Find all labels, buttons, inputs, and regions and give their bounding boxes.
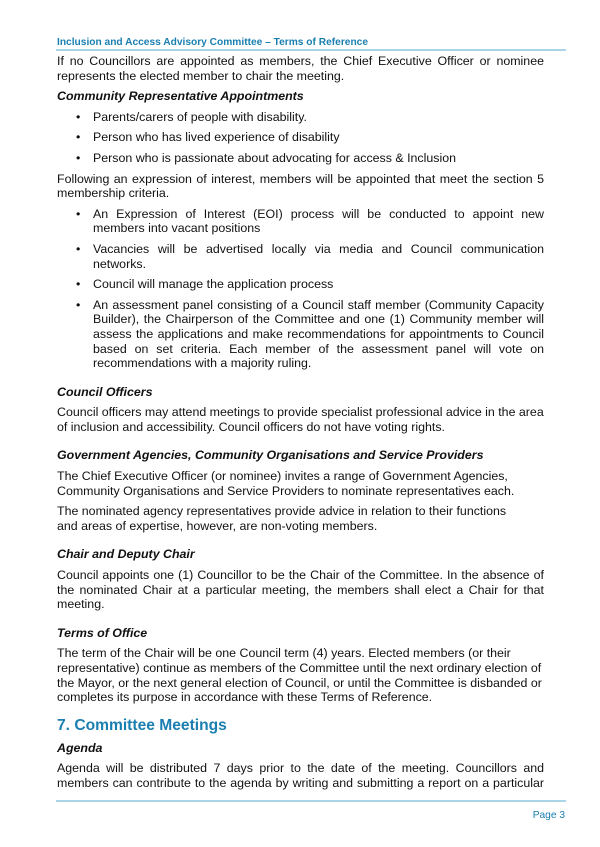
footer-divider — [56, 800, 566, 802]
page-number: Page 3 — [532, 810, 565, 821]
agencies-paragraph-1: The Chief Executive Officer (or nominee) invites a range of Government Agencies, Community Organisations and Service Providers to nominate representatives each. — [57, 469, 515, 498]
council-officers-paragraph: Council officers may attend meetings to provide specialist professional advice in the area of inclusion and accessibility. Council officers do not have voting rights. — [57, 405, 544, 434]
list-item: • Parents/carers of people with disability. — [76, 109, 307, 124]
council-officers-heading: Council Officers — [57, 384, 153, 399]
bullet-icon: • — [76, 109, 81, 124]
community-reps-heading: Community Representative Appointments — [57, 89, 304, 104]
agenda-paragraph: Agenda will be distributed 7 days prior to the date of the meeting. Councillors and members can contribute to the agenda by writing and submitting a report on a particular — [57, 761, 544, 790]
list-item: • Vacancies will be advertised locally via media and Council communication networks. — [76, 241, 544, 271]
chair-paragraph: Council appoints one (1) Councillor to be the Chair of the Committee. In the absence of the nominated Chair at a particular meeting, the members shall elect a Chair for that meeting. — [57, 568, 544, 612]
bullet-icon: • — [76, 241, 81, 256]
agencies-paragraph-2: The nominated agency representatives provide advice in relation to their functions and areas of expertise, however, are non-voting members. — [57, 504, 507, 533]
section-7-heading: 7. Committee Meetings — [57, 716, 227, 734]
agenda-heading: Agenda — [57, 740, 103, 755]
list-item: • Person who is passionate about advocating for access & Inclusion — [76, 150, 456, 165]
bullet-icon: • — [76, 277, 81, 292]
chair-heading: Chair and Deputy Chair — [57, 547, 195, 562]
intro-paragraph: If no Councillors are appointed as members, the Chief Executive Officer or nominee represents the elected member to chair the meeting. — [57, 54, 544, 83]
terms-heading: Terms of Office — [57, 625, 148, 640]
agencies-heading: Government Agencies, Community Organisations and Service Providers — [57, 448, 484, 463]
membership-paragraph: Following an expression of interest, members will be appointed that meet the section 5 membership criteria. — [57, 171, 544, 201]
community-reps-list — [57, 110, 544, 166]
list-item: • An assessment panel consisting of a Council staff member (Community Capacity Builder), the Chairperson of the Committee and one (1) Community member will assess the applications and make recommendations for appointments to Council based on set criteria. Each member of the assessment panel will vote on recommendations with a majority ruling. — [76, 297, 544, 371]
process-list — [57, 207, 544, 371]
document-body — [57, 54, 544, 797]
running-header: Inclusion and Access Advisory Committee – Terms of Reference — [57, 37, 369, 48]
bullet-icon: • — [76, 206, 81, 221]
bullet-icon: • — [76, 297, 81, 312]
list-item: • An Expression of Interest (EOI) process will be conducted to appoint new members into vacant positions — [76, 206, 544, 236]
list-item: • Council will manage the application process — [76, 277, 334, 292]
list-item: • Person who has lived experience of disability — [76, 130, 340, 145]
bullet-icon: • — [76, 130, 81, 145]
header-divider — [56, 49, 566, 51]
terms-paragraph: The term of the Chair will be one Council term (4) years. Elected members (or their representative) continue as members of the Committee until the next ordinary election of the Mayor, or the next general election of Council, or until the Committee is disbanded or completes its purpose in accordance with these Terms of Reference. — [57, 646, 542, 705]
bullet-icon: • — [76, 150, 81, 165]
